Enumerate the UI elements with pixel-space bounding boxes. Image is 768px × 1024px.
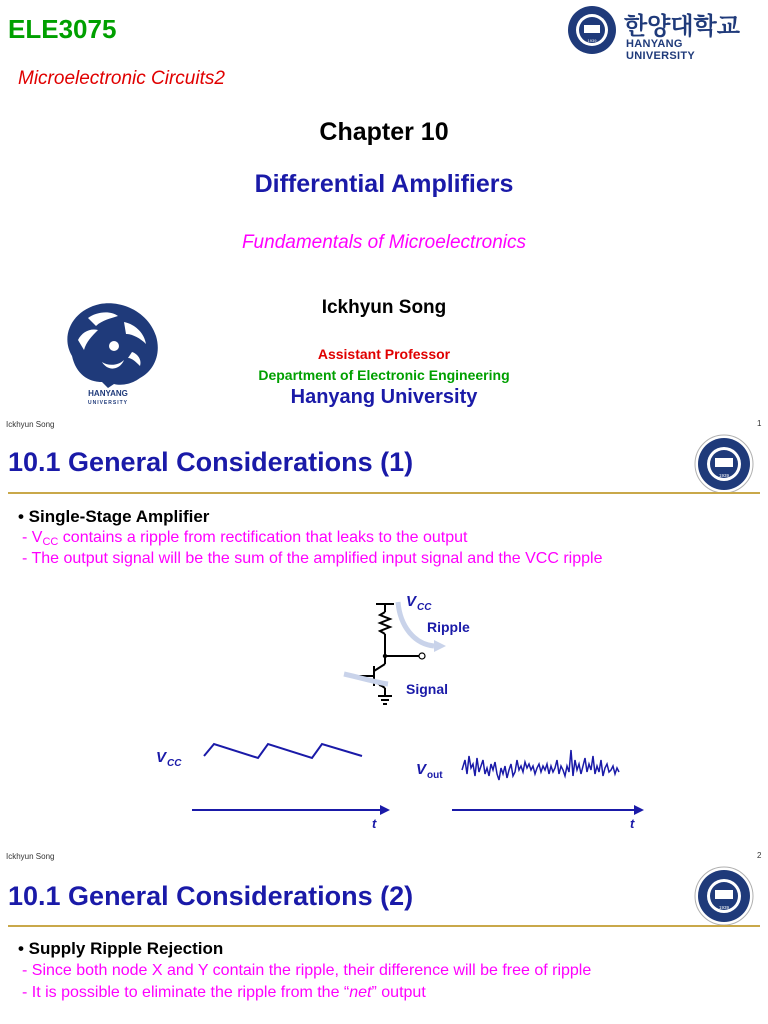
hanyang-logo bbox=[566, 4, 750, 62]
lion-caption-2: UNIVERSITY bbox=[87, 400, 129, 406]
line2-prefix: - It is possible to eliminate the ripple from the “ bbox=[22, 984, 350, 1001]
lion-caption-1: HANYANG bbox=[88, 389, 128, 398]
slide-title: Differential Amplifiers bbox=[254, 170, 514, 198]
left-axis-t: t bbox=[372, 816, 377, 830]
page-number: 2 bbox=[757, 851, 762, 860]
vcc-sub: CC bbox=[417, 602, 432, 613]
logo-korean: 한양대학교 bbox=[624, 12, 740, 40]
slide-title: 10.1 General Considerations (2) bbox=[8, 881, 414, 911]
wave-right-label: V bbox=[416, 761, 427, 778]
author-name: Ickhyun Song bbox=[321, 297, 447, 318]
line1-sub: CC bbox=[42, 536, 59, 548]
author-university: Hanyang University bbox=[290, 386, 478, 408]
hanyang-seal-icon bbox=[694, 866, 754, 926]
bullet-heading: • Single-Stage Amplifier bbox=[18, 507, 210, 526]
course-code: ELE3075 bbox=[8, 14, 117, 44]
bullet-line-2 bbox=[22, 984, 426, 1002]
signal-label: Signal bbox=[406, 681, 449, 697]
wave-left-label: V bbox=[156, 749, 167, 766]
vout-noisy-wave bbox=[462, 750, 619, 780]
chapter-title: Chapter 10 bbox=[319, 118, 449, 146]
wave-right-sub: out bbox=[427, 770, 443, 781]
wave-left-sub: CC bbox=[167, 758, 182, 769]
line2-italic: net bbox=[349, 984, 372, 1001]
course-name: Microelectronic Circuits2 bbox=[18, 68, 225, 89]
page-number: 1 bbox=[757, 419, 762, 428]
vcc-sawtooth-wave bbox=[204, 744, 362, 758]
line1-prefix: - V bbox=[22, 529, 43, 546]
bullet-line-1 bbox=[22, 529, 467, 548]
svg-text:1939: 1939 bbox=[718, 473, 730, 478]
resistor-icon bbox=[380, 612, 390, 634]
line1-rest: contains a ripple from rectification that leaks to the output bbox=[58, 529, 468, 546]
bullet-heading: • Supply Ripple Rejection bbox=[18, 939, 224, 958]
author-position: Assistant Professor bbox=[317, 346, 451, 362]
svg-text:1939: 1939 bbox=[587, 38, 597, 43]
hanyang-seal-icon bbox=[694, 434, 754, 494]
title-divider bbox=[8, 492, 760, 494]
ripple-label: Ripple bbox=[427, 619, 470, 635]
footer-author: Ickhyun Song bbox=[6, 852, 55, 861]
right-axis-t: t bbox=[630, 816, 635, 830]
vcc-label: V bbox=[406, 593, 417, 610]
svg-text:1939: 1939 bbox=[718, 905, 730, 910]
line2-suffix: ” output bbox=[371, 984, 426, 1001]
hanyang-seal-icon bbox=[566, 4, 618, 56]
book-title: Fundamentals of Microelectronics bbox=[241, 232, 527, 253]
logo-english: HANYANG UNIVERSITY bbox=[626, 38, 696, 62]
bullet-line-2: - The output signal will be the sum of the amplified input signal and the VCC ripple bbox=[22, 550, 603, 567]
bullet-line-1: - Since both node X and Y contain the ripple, their difference will be free of ripple bbox=[22, 962, 592, 979]
slide-title: 10.1 General Considerations (1) bbox=[8, 447, 414, 477]
waveform-plots bbox=[140, 730, 660, 830]
single-stage-amplifier-circuit bbox=[330, 586, 490, 722]
title-divider bbox=[8, 925, 760, 927]
author-department: Department of Electronic Engineering bbox=[258, 367, 510, 383]
footer-author: Ickhyun Song bbox=[6, 420, 55, 429]
